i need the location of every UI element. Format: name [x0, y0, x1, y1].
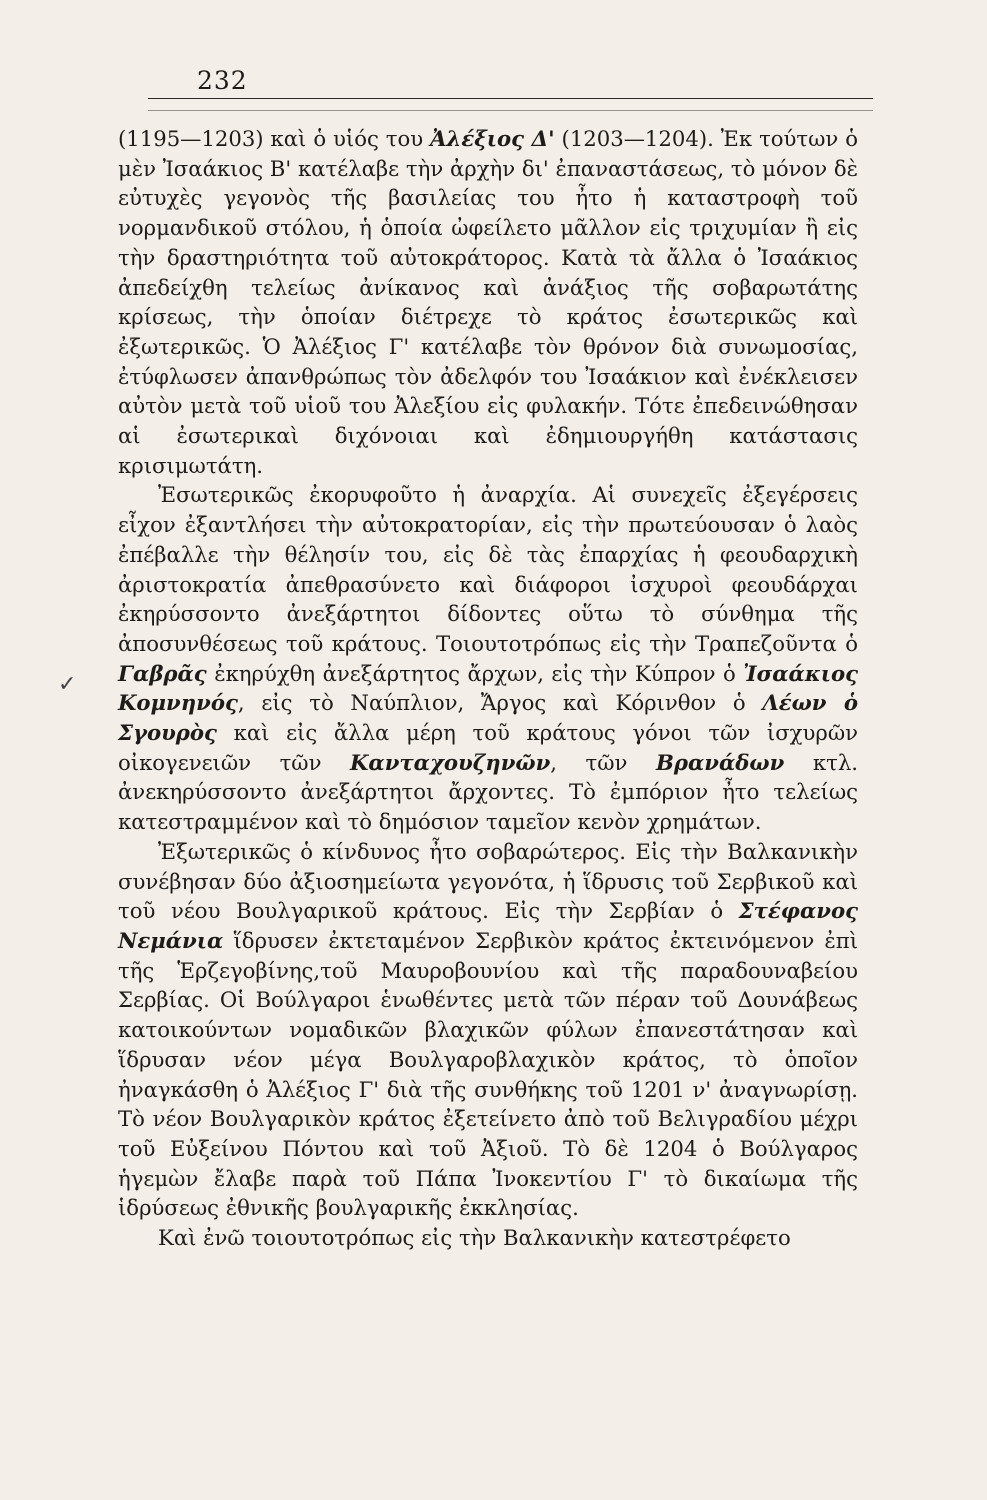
paragraph-1: (1195—1203) καὶ ὁ υἱός του Ἀλέξιος Δ' (1203—1204). Ἐκ τούτων ὁ μὲν Ἰσαάκιος Β' κατέλαβε τὴν ἀρχὴν δι' ἐπαναστάσεως, τὸ μόνον δὲ εὐτυχὲς γεγονὸς τῆς βασιλείας του ἦτο ἡ καταστροφὴ τοῦ νορμανδικοῦ στόλου, ἡ ὁποία ὠφείλετο μᾶλλον εἰς τριχυμίαν ἢ εἰς τὴν δραστηριότητα τοῦ αὐτοκράτορος. Κατὰ τὰ ἄλλα ὁ Ἰσαάκιος ἀπεδείχθη τελείως ἀνίκανος καὶ ἀνάξιος τῆς σοβαρωτάτης κρίσεως, τὴν ὁποίαν διέτρεχε τὸ κράτος ἐσωτερικῶς καὶ ἐξωτερικῶς. Ὁ Ἀλέξιος Γ' κατέλαβε τὸν θρόνον διὰ συνωμοσίας, ἐτύφλωσεν ἀπανθρώπως τὸν ἀδελφόν του Ἰσαάκιον καὶ ἐνέκλεισεν αὐτὸν μετὰ τοῦ υἱοῦ του Ἀλεξίου εἰς φυλακήν. Τότε ἐπεδεινώθησαν αἱ ἐσωτερικαὶ διχόνοιαι καὶ ἐδημιουργήθη κατάστασις κρισιμωτάτη.	[118, 126, 859, 478]
header-rule	[148, 98, 873, 99]
paragraph-2: Ἐσωτερικῶς ἐκορυφοῦτο ἡ ἀναρχία. Αἱ συνεχεῖς ἐξεγέρσεις εἶχον ἐξαντλήσει τὴν αὐτοκρατορίαν, εἰς τὴν πρωτεύουσαν ὁ λαὸς ἐπέβαλλε τὴν θέλησίν του, εἰς δὲ τὰς ἐπαρχίας ἡ φεουδαρχικὴ ἀριστοκρατία ἀπεθρασύνετο καὶ διάφοροι ἰσχυροὶ φεουδάρχαι ἐκηρύσσοντο ἀνεξάρτητοι δίδοντες οὕτω τὸ σύνθημα τῆς ἀποσυνθέσεως τοῦ κράτους. Τοιουτοτρόπως εἰς τὴν Τραπεζοῦντα ὁ Γαβρᾶς ἐκηρύχθη ἀνεξάρτητος ἄρχων, εἰς τὴν Κύπρον ὁ Ἰσαάκιος Κομνηνός, εἰς τὸ Ναύπλιον, Ἄργος καὶ Κόρινθον ὁ Λέων ὁ Σγουρὸς καὶ εἰς ἄλλα μέρη τοῦ κράτους γόνοι τῶν ἰσχυρῶν οἰκογενειῶν τῶν Κανταχουζηνῶν, τῶν Βρανάδων κτλ. ἀνεκηρύσσοντο ἀνεξάρτητοι ἄρχοντες. Τὸ ἐμπόριον ἦτο τελείως κατεστραμμένον καὶ τὸ δημόσιον ταμεῖον κενὸν χρημάτων.	[118, 482, 858, 835]
header-rule-secondary	[148, 110, 873, 111]
paragraph-3: Ἐξωτερικῶς ὁ κίνδυνος ἦτο σοβαρώτερος. Εἰς τὴν Βαλκανικὴν συνέβησαν δύο ἀξιοσημείωτα γεγονότα, ἡ ἵδρυσις τοῦ Σερβικοῦ καὶ τοῦ νέου Βουλγαρικοῦ κράτους. Εἰς τὴν Σερβίαν ὁ Στέφανος Νεμάνια ἵδρυσεν ἐκτεταμένον Σερβικὸν κράτος ἐκτεινόμενον ἐπὶ τῆς Ἑρζεγοβίνης,τοῦ Μαυροβουνίου καὶ τῆς παραδουναβείου Σερβίας. Οἱ Βούλγαροι ἑνωθέντες μετὰ τῶν πέραν τοῦ Δουνάβεως κατοικούντων νομαδικῶν βλαχικῶν φύλων ἐπανεστάτησαν καὶ ἵδρυσαν νέον μέγα Βουλγαροβλαχικὸν κράτος, τὸ ὁποῖον ἠναγκάσθη ὁ Ἀλέξιος Γ' διὰ τῆς συνθήκης τοῦ 1201 ν' ἀναγνωρίσῃ. Τὸ νέον Βουλγαρικὸν κράτος ἐξετείνετο ἀπὸ τοῦ Βελιγραδίου μέχρι τοῦ Εὐξείνου Πόντου καὶ τοῦ Ἀξιοῦ. Τὸ δὲ 1204 ὁ Βούλγαρος ἡγεμὼν ἔλαβε παρὰ τοῦ Πάπα Ἰνοκεντίου Γ' τὸ δικαίωμα τῆς ἱδρύσεως ἐθνικῆς βουλγαρικῆς ἐκκλησίας.	[118, 838, 858, 1221]
page-number: 232	[197, 66, 248, 95]
margin-check-mark: ✓	[58, 672, 77, 697]
paragraph-4: Καὶ ἐνῶ τοιουτοτρόπως εἰς τὴν Βαλκανικὴν κατεστρέφετο	[158, 1225, 791, 1251]
body-text	[118, 124, 858, 1253]
